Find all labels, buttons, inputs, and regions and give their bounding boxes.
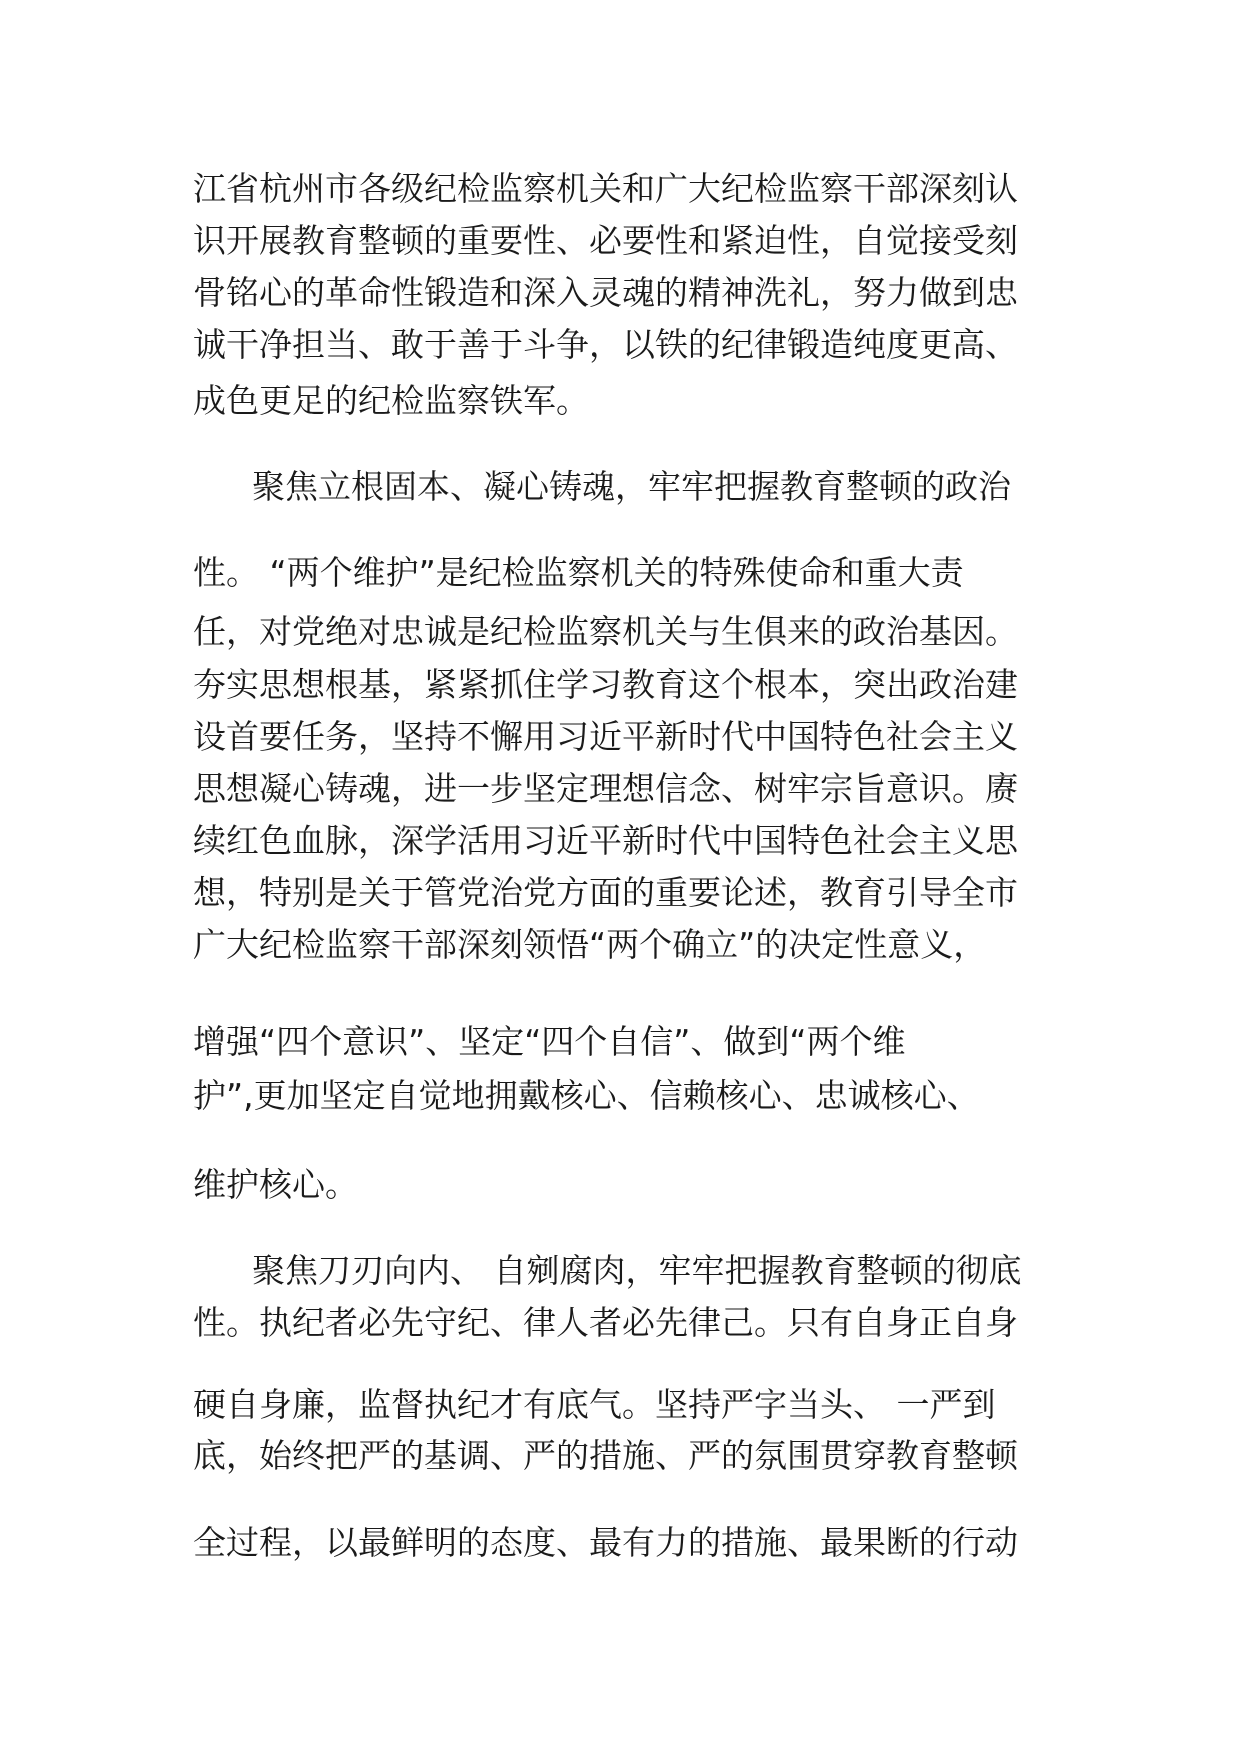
text-line: 硬自身廉，监督执纪才有底气。坚持严字当头、 一严到 — [193, 1385, 996, 1424]
text-line: 任，对党绝对忠诚是纪检监察机关与生俱来的政治基因。 — [193, 612, 1018, 651]
text-line: 全过程，以最鲜明的态度、最有力的措施、最果断的行动 — [193, 1523, 1018, 1562]
text-line: 底，始终把严的基调、严的措施、严的氛围贯穿教育整顿 — [193, 1436, 1018, 1475]
text-line: 诚干净担当、敢于善于斗争，以铁的纪律锻造纯度更高、 — [193, 325, 1018, 364]
paragraph-heading-line: 聚焦刀刃向内、 自剜腐肉，牢牢把握教育整顿的彻底 — [252, 1251, 1022, 1290]
text-line: 性。执纪者必先守纪、律人者必先律己。只有自身正自身 — [193, 1303, 1018, 1342]
text-line: 骨铭心的革命性锻造和深入灵魂的精神洗礼，努力做到忠 — [193, 273, 1018, 312]
text-line: 广大纪检监察干部深刻领悟“两个确立”的决定性意义， — [193, 925, 987, 964]
text-line: 护”,更加坚定自觉地拥戴核心、信赖核心、忠诚核心、 — [193, 1076, 980, 1115]
paragraph-heading-line: 聚焦立根固本、凝心铸魂，牢牢把握教育整顿的政治 — [252, 467, 1011, 506]
text-line: 维护核心。 — [193, 1165, 358, 1204]
text-line: 设首要任务，坚持不懈用习近平新时代中国特色社会主义 — [193, 717, 1018, 756]
text-line: 识开展教育整顿的重要性、必要性和紧迫性，自觉接受刻 — [193, 221, 1018, 260]
text-line: 成色更足的纪检监察铁军。 — [193, 381, 589, 420]
text-line: 增强“四个意识”、坚定“四个自信”、做到“两个维 — [193, 1022, 906, 1061]
text-line: 续红色血脉，深学活用习近平新时代中国特色社会主义思 — [193, 821, 1018, 860]
text-line: 江省杭州市各级纪检监察机关和广大纪检监察干部深刻认 — [193, 169, 1018, 208]
text-line: 想，特别是关于管党治党方面的重要论述，教育引导全市 — [193, 873, 1018, 912]
text-line: 夯实思想根基，紧紧抓住学习教育这个根本，突出政治建 — [193, 665, 1018, 704]
text-line: 思想凝心铸魂，进一步坚定理想信念、树牢宗旨意识。赓 — [193, 769, 1018, 808]
text-line: 性。 “两个维护”是纪检监察机关的特殊使命和重大责 — [193, 553, 964, 592]
